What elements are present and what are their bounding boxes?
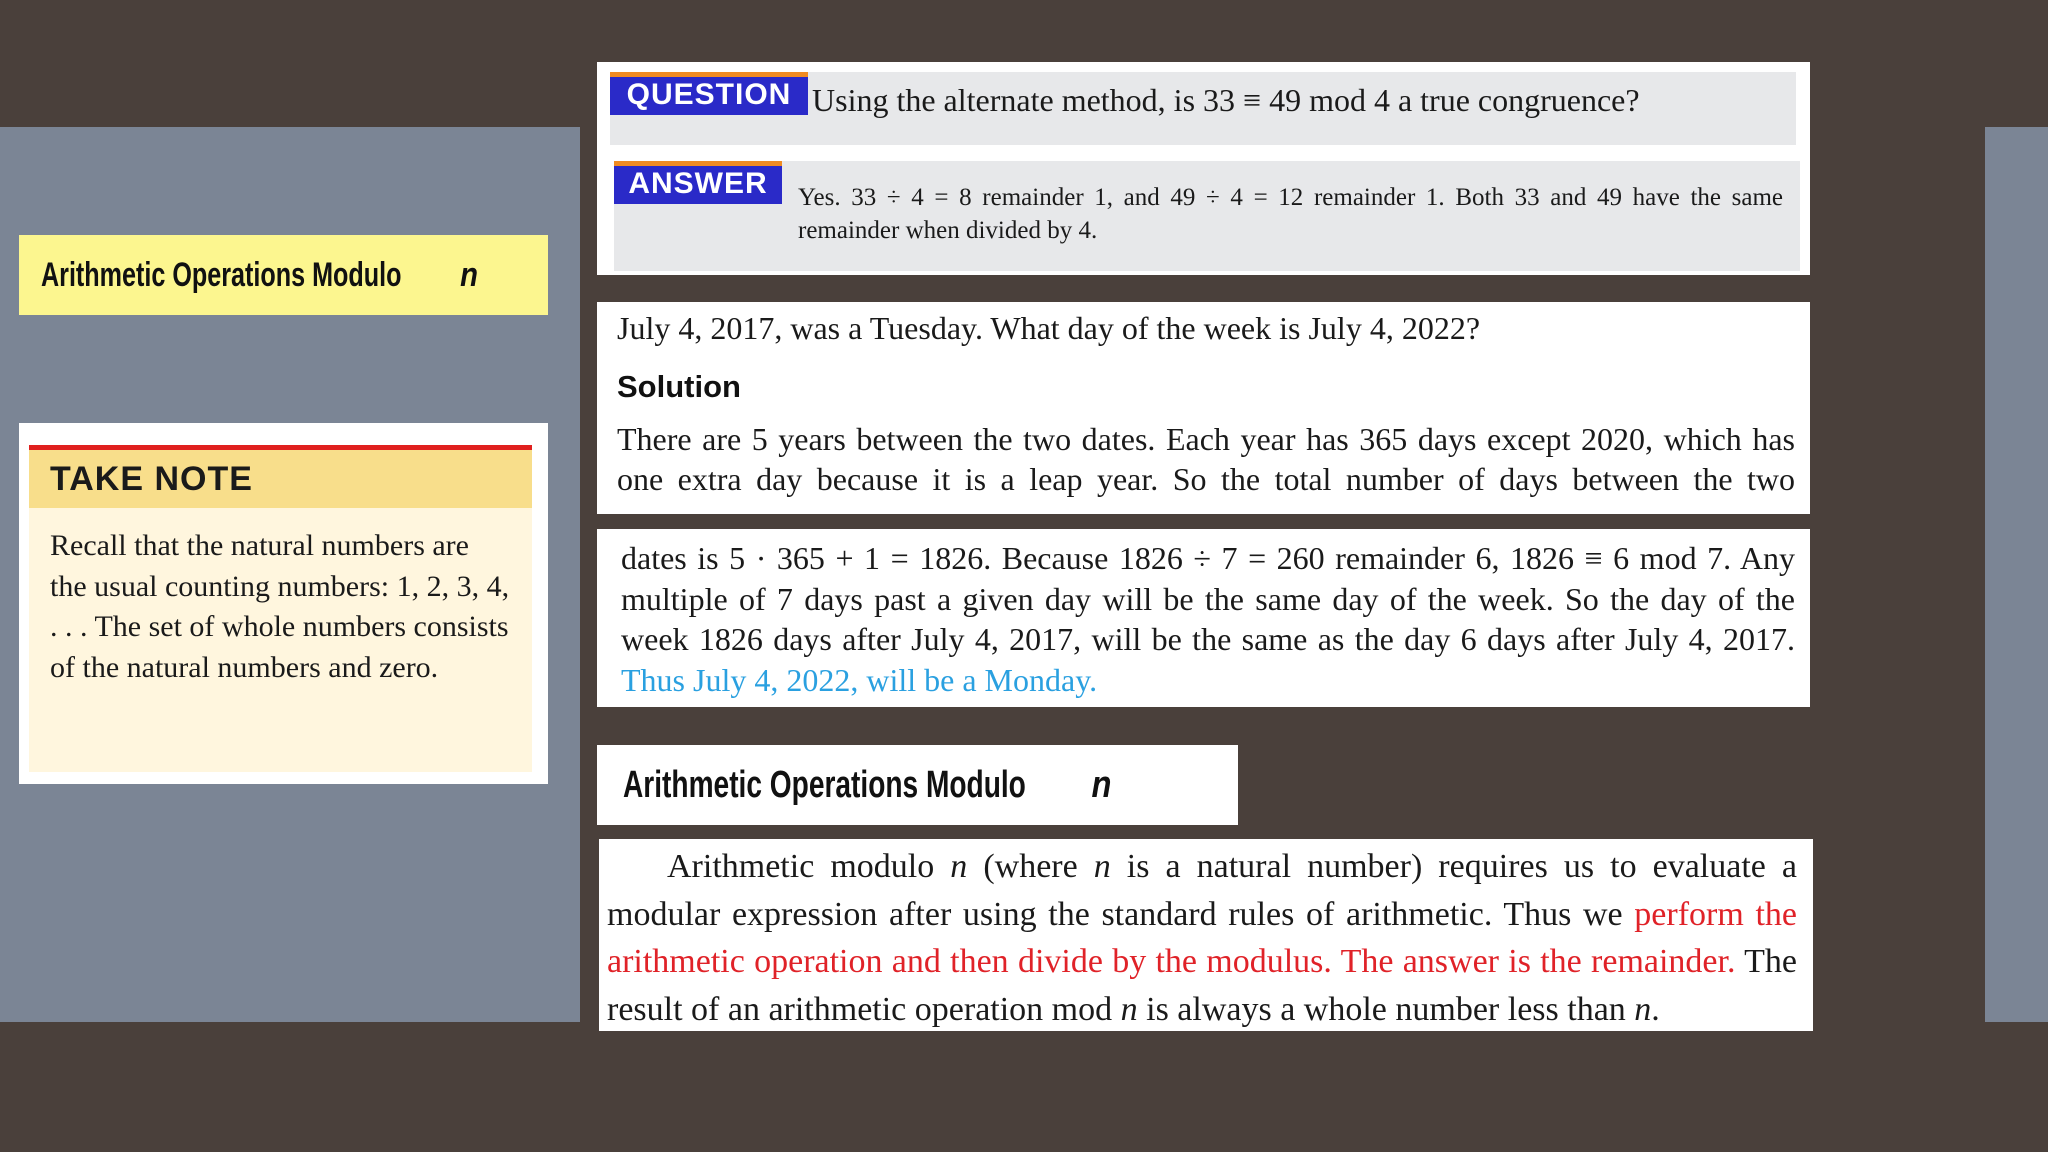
solution-text-part2 [621,538,1795,700]
definition-paragraph: Arithmetic modulo n (where n is a natural number) requires us to evaluate a modular expression after using the standard rules of arithmetic. Thus we perform the arithmetic operation and then divide by the modulus. The answer is the remainder. The result of an arithmetic operation mod n is always a whole number less than n. [607,848,1798,1028]
example-question: July 4, 2017, was a Tuesday. What day of the week is July 4, 2022? [617,310,1481,346]
take-note-heading: TAKE NOTE [29,450,532,508]
example-card-top [597,302,1810,514]
take-note-card [19,423,548,784]
question-text: Using the alternate method, is 33 ≡ 49 mod 4 a true congruence? [812,82,1640,118]
right-background-band [1985,127,2048,1022]
answer-row [614,161,1800,271]
solution-continuation: dates is 5 · 365 + 1 = 1826. Because 1826 ÷ 7 = 260 remainder 6, 1826 ≡ 6 mod 7. Any multiple of 7 days past a given day will be the same day of the week. So the day of the week 1826 days after July 4, 2017, will be the same as the day 6 days after July 4, 2017. [621,540,1795,657]
example-card-bottom [597,529,1810,707]
highlighted-rule: perform the arithmetic operation and then divide by the modulus. The answer is the remainder. [607,895,1797,980]
solution-text-part1: There are 5 years between the two dates. Each year has 365 days except 2020, which has one extra day because it is a leap year. So the total number of days between the two [617,421,1795,497]
question-row [610,72,1796,145]
answer-badge: ANSWER [614,161,782,204]
take-note-body: Recall that the natural numbers are the usual counting numbers: 1, 2, 3, 4, . . . The set of whole numbers consists of the natural numbers and zero. [50,529,510,684]
question-badge: QUESTION [610,72,808,115]
take-note-panel [29,445,532,772]
answer-text: Yes. 33 ÷ 4 = 8 remainder 1, and 49 ÷ 4 = 12 remainder 1. Both 33 and 49 have the same remainder when divided by 4. [798,184,1783,244]
definition-card [599,839,1813,1031]
solution-conclusion: Thus July 4, 2022, will be a Monday. [621,661,1098,698]
section-heading: Arithmetic Operations Modulon [597,745,1238,825]
question-answer-card [597,62,1810,275]
solution-heading: Solution [617,369,741,404]
slide-title: Arithmetic Operations Modulon [19,235,548,315]
